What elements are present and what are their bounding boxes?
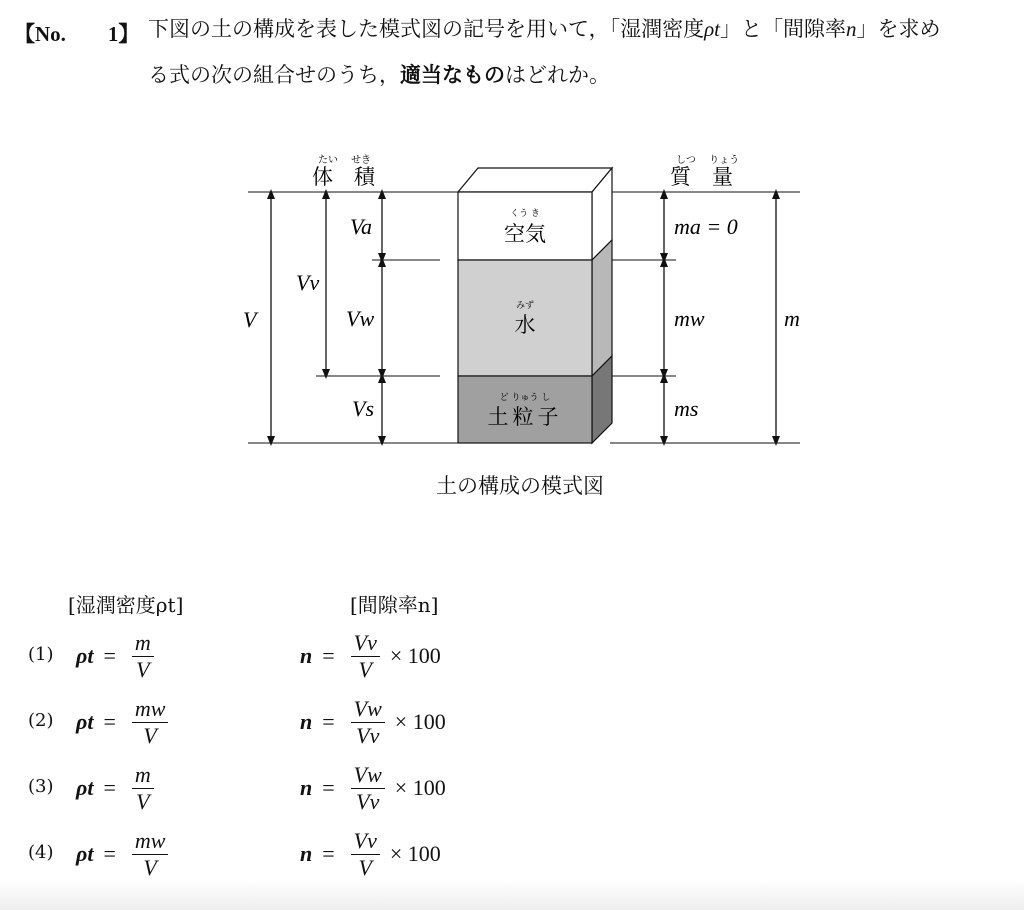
rho-symbol: ρt	[704, 17, 720, 41]
option-number: (1)	[28, 644, 54, 665]
option-number: (3)	[28, 776, 54, 797]
equals-sign: =	[322, 643, 335, 668]
option-number: (4)	[28, 842, 54, 863]
label-Vs: Vs	[352, 396, 374, 421]
fraction	[351, 696, 385, 749]
question-number: 【No. 1】	[14, 22, 140, 46]
porosity-formula	[300, 822, 441, 886]
label-ma: ma = 0	[674, 214, 738, 239]
label-Va: Va	[350, 214, 372, 239]
mass-heading: 質 量	[670, 165, 733, 189]
air-label: 空気	[504, 222, 546, 246]
porosity-formula	[300, 624, 441, 688]
numerator: m	[132, 762, 154, 789]
option-2[interactable]	[28, 690, 548, 754]
option-number: (2)	[28, 710, 54, 731]
option-1[interactable]	[28, 624, 548, 688]
question-line1-b: 」と「間隙率	[720, 17, 846, 41]
times-100: × 100	[394, 709, 446, 734]
fraction	[132, 762, 154, 815]
equals-sign: =	[322, 841, 335, 866]
density-column-heading: [湿潤密度ρt]	[68, 593, 184, 617]
question-line1-a: 下図の土の構成を表した模式図の記号を用いて，「湿潤密度	[148, 17, 705, 41]
volume-heading: 体 積	[312, 165, 375, 189]
question-line2-post: はどれか。	[505, 63, 610, 87]
block-top-face	[458, 168, 612, 192]
numerator: m	[132, 630, 154, 657]
equals-sign: =	[322, 775, 335, 800]
label-mw: mw	[674, 306, 705, 331]
denominator: Vv	[356, 722, 380, 748]
numerator: Vv	[351, 630, 380, 657]
block-side-water	[592, 240, 612, 376]
times-100: × 100	[394, 775, 446, 800]
fraction	[351, 630, 380, 683]
fraction	[132, 696, 169, 749]
label-V: V	[243, 307, 257, 332]
equals-sign: =	[103, 643, 116, 668]
equals-sign: =	[103, 709, 116, 734]
label-m: m	[784, 306, 800, 331]
density-formula	[76, 624, 160, 688]
question-keyword: 適当なもの	[400, 62, 505, 87]
numerator: Vw	[351, 696, 385, 723]
times-100: × 100	[389, 841, 441, 866]
air-furigana: くう き	[510, 209, 540, 219]
numerator: mw	[132, 828, 169, 855]
n-symbol: n	[300, 841, 313, 866]
n-symbol: n	[300, 643, 313, 668]
water-furigana: みず	[515, 301, 535, 311]
fraction	[132, 630, 154, 683]
option-3[interactable]	[28, 756, 548, 820]
n-symbol: n	[846, 17, 857, 41]
soil-furigana: ど りゅう し	[499, 393, 551, 403]
water-label: 水	[514, 313, 536, 337]
page-bottom-shade	[0, 880, 1024, 910]
numerator: Vv	[351, 828, 380, 855]
question-line1-c: 」を求め	[856, 17, 941, 41]
denominator: V	[136, 656, 150, 682]
denominator: V	[143, 854, 157, 880]
rho-symbol: ρt	[76, 709, 94, 734]
fraction	[351, 828, 380, 881]
label-Vw: Vw	[346, 306, 375, 331]
denominator: V	[143, 722, 157, 748]
label-Vv: Vv	[296, 270, 320, 295]
label-ms: ms	[674, 396, 699, 421]
porosity-formula	[300, 756, 446, 820]
density-formula	[76, 822, 174, 886]
rho-symbol: ρt	[76, 841, 94, 866]
soil-label: 土粒子	[487, 405, 563, 429]
denominator: Vv	[356, 788, 380, 814]
porosity-column-heading: [間隙率n]	[350, 593, 439, 617]
mass-furigana: しつ りょう	[676, 155, 740, 166]
density-formula	[76, 690, 174, 754]
n-symbol: n	[300, 709, 313, 734]
equals-sign: =	[103, 841, 116, 866]
equals-sign: =	[322, 709, 335, 734]
rho-symbol: ρt	[76, 643, 94, 668]
diagram-caption: 土の構成の模式図	[436, 474, 604, 498]
fraction	[351, 762, 385, 815]
rho-symbol: ρt	[76, 775, 94, 800]
denominator: V	[358, 656, 372, 682]
question-line2-pre: る式の次の組合せのうち，	[148, 63, 400, 87]
denominator: V	[136, 788, 150, 814]
option-4[interactable]	[28, 822, 548, 886]
equals-sign: =	[103, 775, 116, 800]
numerator: Vw	[351, 762, 385, 789]
numerator: mw	[132, 696, 169, 723]
times-100: × 100	[389, 643, 441, 668]
density-formula	[76, 756, 160, 820]
fraction	[132, 828, 169, 881]
volume-furigana: たい せき	[318, 155, 372, 166]
n-symbol: n	[300, 775, 313, 800]
porosity-formula	[300, 690, 446, 754]
denominator: V	[358, 854, 372, 880]
